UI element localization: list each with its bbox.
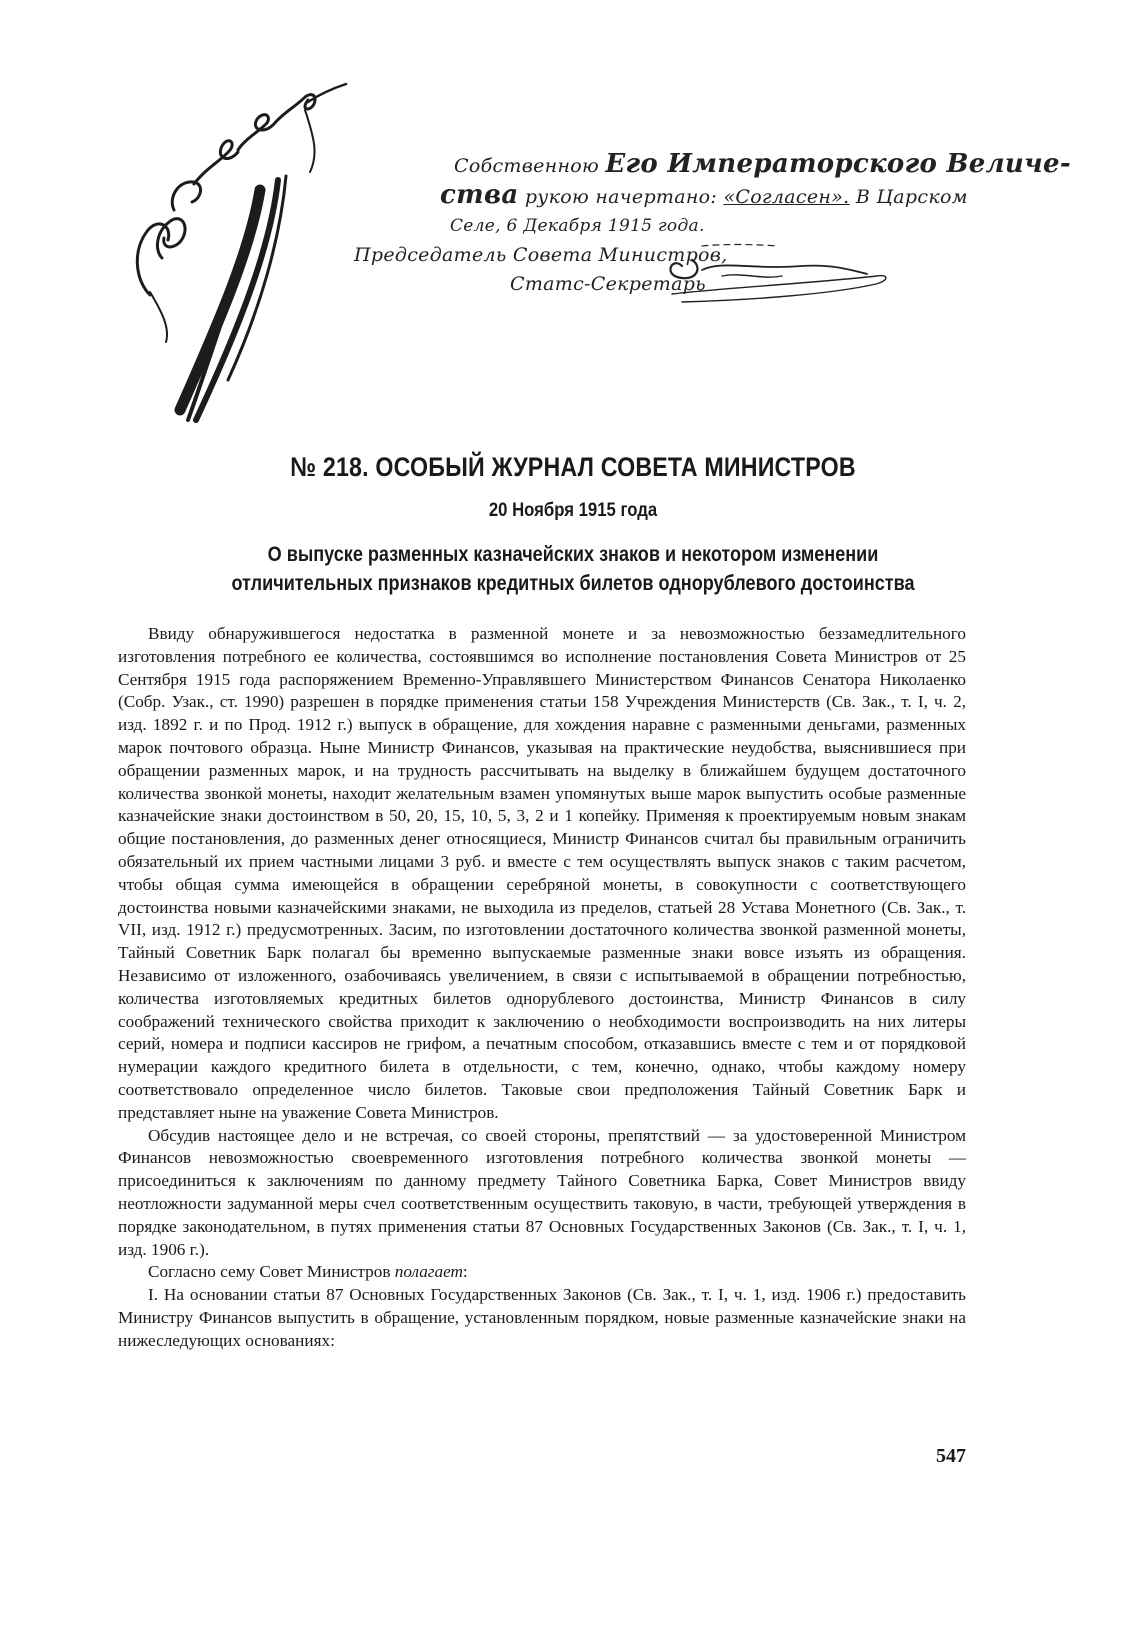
handwritten-line: Селе, 6 Декабря 1915 года. — [450, 216, 705, 236]
page-number: 547 — [936, 1445, 966, 1467]
paragraph: I. На основании статьи 87 Основных Государственных Законов (Св. Зак., т. I, ч. 1, изд. 1906 г.) предоставить Министру Финансов выпустить в обращение, установленным порядком, новые разменные казначейские знаки на нижеследующих основаниях: — [118, 1285, 966, 1350]
handwritten-line: Статс-Секретарь — [510, 273, 706, 295]
paragraph: Согласно сему Совет Министров полагает: — [148, 1262, 468, 1282]
document-body — [118, 623, 966, 1353]
handwritten-line: ства рукою начертано: «Согласен». В Царском — [440, 180, 968, 210]
paragraph: Обсудив настоящее дело и не встречая, со своей стороны, препятствий — за удостоверенной Министром Финансов невозможностью своевременного изготовления потребного количества звонкой монеты — присоединиться к заключениям по данному предмету Тайного Советника Барка, Совет Министров ввиду неотложности задуманной меры счел соответственным осуществить таковую, в части, требующей утверждения в порядке законодательном, в путях применения статьи 87 Основных Государственных Законов (Св. Зак., т. I, ч. 1, изд. 1906 г.). — [118, 1125, 966, 1259]
signature — [662, 236, 912, 316]
paragraph: Ввиду обнаружившегося недостатка в разменной монете и за невозможностью беззамедлительного изготовления потребного ее количества, состоявшимся во исполнение постановления Совета Министров от 25 Сентября 1915 года распоряжением Временно-Управлявшего Министерством Финансов Сенатора Николаенко (Собр. Узак., ст. 1990) разрешен в порядке применения статьи 158 Учреждения Министерств (Св. Зак., т. I, ч. 2, изд. 1892 г. и по Прод. 1912 г.) выпуск в обращение, для хождения наравне с разменными деньгами, разменных марок почтового образца. Ныне Министр Финансов, указывая на практические неудобства, выяснившиеся при обращении разменных марок, и на трудность рассчитывать на выделку в ближайшем будущем достаточного количества звонкой монеты, находит желательным взамен упомянутых выше марок выпустить особые разменные казначейские знаки достоинством в 50, 20, 15, 10, 5, 3, 2 и 1 копейку. Применяя к проектируемым новым знакам общие постановления, до разменных денег относящиеся, Министр Финансов считал бы правильным ограничить обязательный их прием частными лицами 3 руб. и вместе с тем осуществлять выпуск знаков с таким расчетом, чтобы общая сумма имеющейся в обращении серебряной монеты, в совокупности с соответствующего достоинства новыми казначейскими знаками, не выходила из пределов, статьей 28 Устава Монетного (Св. Зак., т. VII, изд. 1912 г.) предусмотренных. Засим, по изготовлении достаточного количества звонкой разменной монеты, Тайный Советник Барк полагал бы временно выпускаемые разменные знаки вовсе изъять из обращения. Независимо от изложенного, озабочиваясь увеличением, в связи с испытываемой в обращении потребностью, количества изготовляемых кредитных билетов однорублевого достоинства, Министр Финансов в силу соображений технического свойства приходит к заключению о необходимости воспроизводить на них литеры серий, номера и подписи кассиров не грифом, а печатным способом, отказавшись вместе с тем и от порядковой нумерации каждого кредитного билета в отдельности, с тем, конечно, однако, чтобы каждому номеру соответствовало определенное число билетов. Таковые свои предположения Тайный Советник Барк и представляет ныне на уважение Совета Министров. — [118, 624, 966, 1122]
document-title: № 218. ОСОБЫЙ ЖУРНАЛ СОВЕТА МИНИСТРОВ — [290, 452, 856, 482]
subject-line: О выпуске разменных казначейских знаков и некотором изменении — [267, 543, 879, 566]
handwritten-line: Собственною Его Императорского Величе- — [454, 149, 1071, 179]
handwritten-resolution — [110, 80, 370, 450]
handwritten-line: Председатель Совета Министров, — [354, 244, 728, 266]
document-date: 20 Ноября 1915 года — [488, 500, 658, 521]
subject-line: отличительных признаков кредитных билетов однорублевого достоинства — [231, 572, 915, 595]
document-subject — [80, 540, 1066, 598]
